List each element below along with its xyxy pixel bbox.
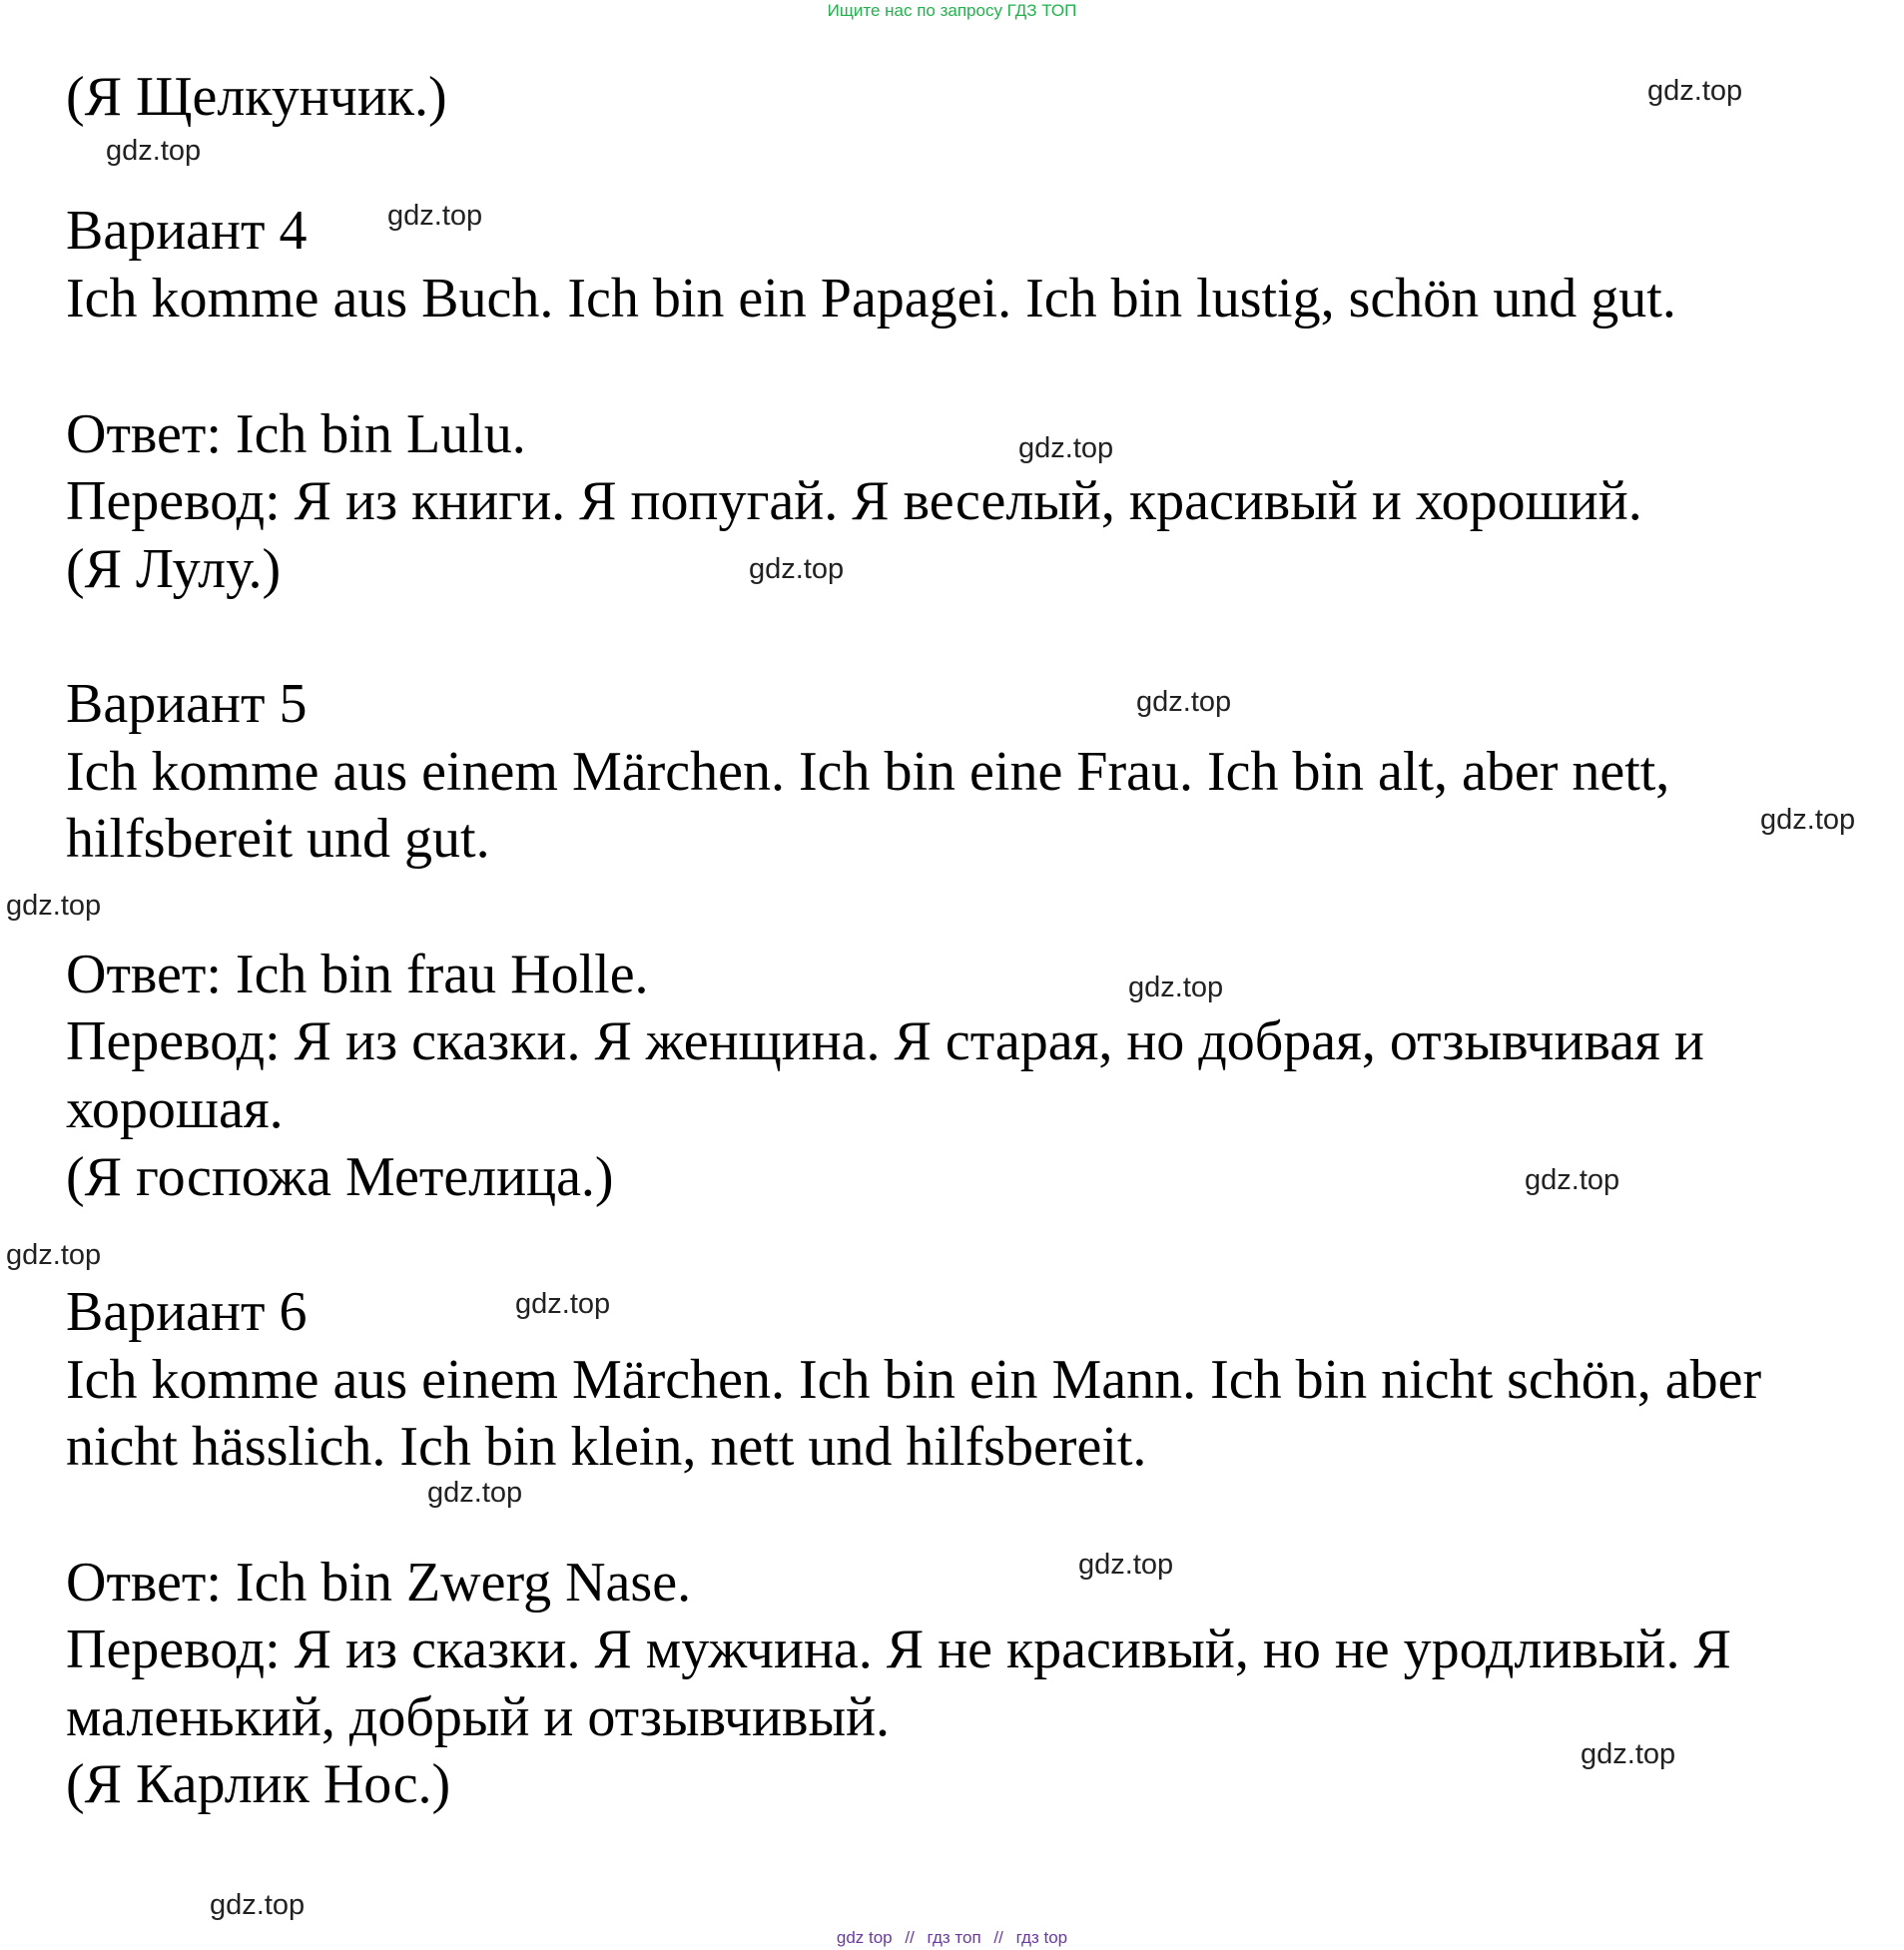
- watermark: gdz.top: [1647, 75, 1743, 107]
- watermark: gdz.top: [106, 135, 202, 167]
- translation-line: маленький, добрый и отзывчивый.: [66, 1686, 891, 1748]
- variant-heading: Вариант 6: [66, 1281, 308, 1343]
- translation-line: Перевод: Я из сказки. Я мужчина. Я не красивый, но не уродливый. Я: [66, 1619, 1731, 1680]
- footer-link[interactable]: gdz top: [836, 1928, 893, 1947]
- watermark: gdz.top: [1581, 1738, 1676, 1770]
- watermark: gdz.top: [749, 553, 845, 585]
- footer-link[interactable]: гдз top: [1015, 1928, 1068, 1947]
- answer-line: Ответ: Ich bin Lulu.: [66, 403, 526, 465]
- watermark: gdz.top: [1760, 804, 1856, 836]
- watermark: gdz.top: [1128, 972, 1224, 1003]
- footer-link[interactable]: гдз топ: [927, 1928, 981, 1947]
- answer-line: Ответ: Ich bin Zwerg Nase.: [66, 1552, 692, 1614]
- translation-line: Перевод: Я из сказки. Я женщина. Я старая, но добрая, отзывчивая и: [66, 1010, 1704, 1072]
- answer-line: (Я Лулу.): [66, 538, 282, 600]
- variant-heading: Вариант 5: [66, 673, 308, 735]
- answer-line: (Я Щелкунчик.): [66, 66, 447, 128]
- watermark: gdz.top: [6, 890, 102, 922]
- answer-line: (Я Карлик Нос.): [66, 1753, 451, 1815]
- task-text: nicht hässlich. Ich bin klein, nett und hilfsbereit.: [66, 1416, 1147, 1478]
- task-text: Ich komme aus Buch. Ich bin ein Papagei. Ich bin lustig, schön und gut.: [66, 268, 1676, 329]
- watermark: gdz.top: [1078, 1549, 1174, 1581]
- translation-line: Перевод: Я из книги. Я попугай. Я веселый, красивый и хороший.: [66, 470, 1642, 532]
- footer-separator: //: [905, 1928, 915, 1947]
- footer-links: [0, 1927, 1904, 1949]
- search-banner[interactable]: Ищите нас по запросу ГДЗ ТОП: [827, 1, 1077, 20]
- answer-line: Ответ: Ich bin frau Holle.: [66, 944, 649, 1005]
- watermark: gdz.top: [387, 200, 483, 232]
- watermark: gdz.top: [6, 1239, 102, 1271]
- task-text: hilfsbereit und gut.: [66, 808, 490, 870]
- footer-separator: //: [993, 1928, 1003, 1947]
- answer-line: (Я госпожа Метелица.): [66, 1146, 614, 1208]
- watermark: gdz.top: [427, 1477, 523, 1509]
- task-text: Ich komme aus einem Märchen. Ich bin ein Mann. Ich bin nicht schön, aber: [66, 1349, 1762, 1411]
- watermark: gdz.top: [1136, 686, 1232, 718]
- watermark: gdz.top: [210, 1889, 306, 1921]
- watermark: gdz.top: [515, 1288, 611, 1320]
- watermark: gdz.top: [1525, 1164, 1620, 1196]
- translation-line: хорошая.: [66, 1078, 284, 1140]
- watermark: gdz.top: [1018, 432, 1114, 464]
- task-text: Ich komme aus einem Märchen. Ich bin eine Frau. Ich bin alt, aber nett,: [66, 741, 1670, 803]
- variant-heading: Вариант 4: [66, 200, 308, 262]
